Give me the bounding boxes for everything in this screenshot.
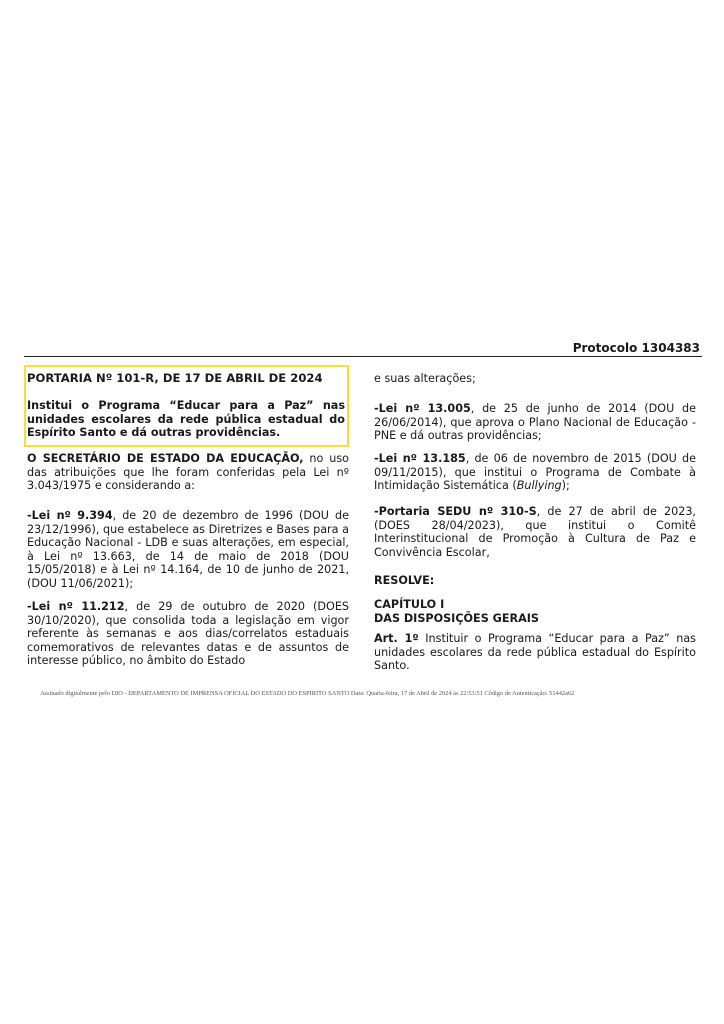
clause-lei-13185-text: , de 06 de novembro de 2015 (DOU de 09/11/2015), que institui o Programa de Combate à Intimidação Sistemática ( bbox=[374, 452, 697, 493]
ordinance-title: PORTARIA Nº 101-R, DE 17 DE ABRIL DE 2024 bbox=[27, 371, 323, 385]
clause-lei-13185-end: ); bbox=[561, 479, 570, 493]
clause-lei-13005-ref: -Lei nº 13.005 bbox=[374, 402, 471, 415]
article-1-text: Instituir o Programa “Educar para a Paz” nas unidades escolares da rede pública estadual do Espírito Santo. bbox=[374, 632, 696, 673]
clause-lei-11212-ref: -Lei nº 11.212 bbox=[27, 600, 125, 613]
clause-lei-9394-text: , de 20 de dezembro de 1996 (DOU de 23/12/1996), que estabelece as Diretrizes e Bases para a Educação Nacional - LDB e suas alterações, em especial, à Lei nº 13.663, de 14 de maio de 2018 (DOU 15/05/2018) e à Lei nº 14.164, de 10 de junho de 2021, (DOU 11/06/2021); bbox=[27, 509, 349, 590]
clause-portaria-310s-ref: -Portaria SEDU nº 310-S bbox=[374, 505, 537, 518]
clause-portaria-310s bbox=[374, 505, 696, 559]
article-1 bbox=[374, 632, 696, 673]
clause-lei-13005 bbox=[374, 402, 696, 443]
header-rule bbox=[24, 356, 702, 357]
continuation-text: e suas alterações; bbox=[374, 372, 476, 385]
clause-lei-13185 bbox=[374, 452, 696, 493]
chapter-title: DAS DISPOSIÇÕES GERAIS bbox=[374, 612, 539, 625]
article-1-label: Art. 1º bbox=[374, 632, 419, 645]
clause-lei-11212 bbox=[27, 600, 349, 668]
clause-portaria-310s-text: , de 27 de abril de 2023, (DOES 28/04/2023), que institui o Comitê Interinstitucional de Promoção à Cultura de Paz e Convivência Escolar, bbox=[374, 505, 696, 559]
digital-signature-footer: Assinado digitalmente pelo DIO - DEPARTAMENTO DE IMPRENSA OFICIAL DO ESTADO DO ESPIRITO SANTO Data: Quarta-feira, 17 de Abril de 2024 às 22:53:51 Código de Autenticação: 51442a62 bbox=[40, 690, 575, 697]
clause-lei-13185-italic: Bullying bbox=[516, 479, 562, 493]
clause-lei-9394-ref: -Lei nº 9.394 bbox=[27, 509, 113, 522]
ordinance-summary: Institui o Programa “Educar para a Paz” nas unidades escolares da rede pública estadual do Espírito Santo e dá outras providências. bbox=[27, 399, 345, 440]
resolve-heading: RESOLVE: bbox=[374, 574, 435, 587]
intro-paragraph bbox=[27, 452, 349, 493]
intro-rest: no uso das atribuições que lhe foram conferidas pela Lei nº 3.043/1975 e considerando a: bbox=[27, 452, 350, 493]
clause-lei-11212-text: , de 29 de outubro de 2020 (DOES 30/10/2020), que consolida toda a legislação em vigor referente às semanas e aos dias/correlatos estaduais comemorativos de relevantes datas e de assuntos de interesse público, no âmbito do Estado bbox=[27, 600, 349, 668]
clause-lei-13185-ref: -Lei nº 13.185 bbox=[374, 452, 466, 465]
clause-lei-9394 bbox=[27, 509, 349, 591]
protocol-number: Protocolo 1304383 bbox=[572, 341, 700, 355]
chapter-heading: CAPÍTULO I bbox=[374, 598, 445, 611]
intro-secretary: O SECRETÁRIO DE ESTADO DA EDUCAÇÃO, bbox=[27, 452, 304, 465]
clause-lei-13005-text: , de 25 de junho de 2014 (DOU de 26/06/2014), que aprova o Plano Nacional de Educação - PNE e dá outras providências; bbox=[374, 402, 696, 443]
